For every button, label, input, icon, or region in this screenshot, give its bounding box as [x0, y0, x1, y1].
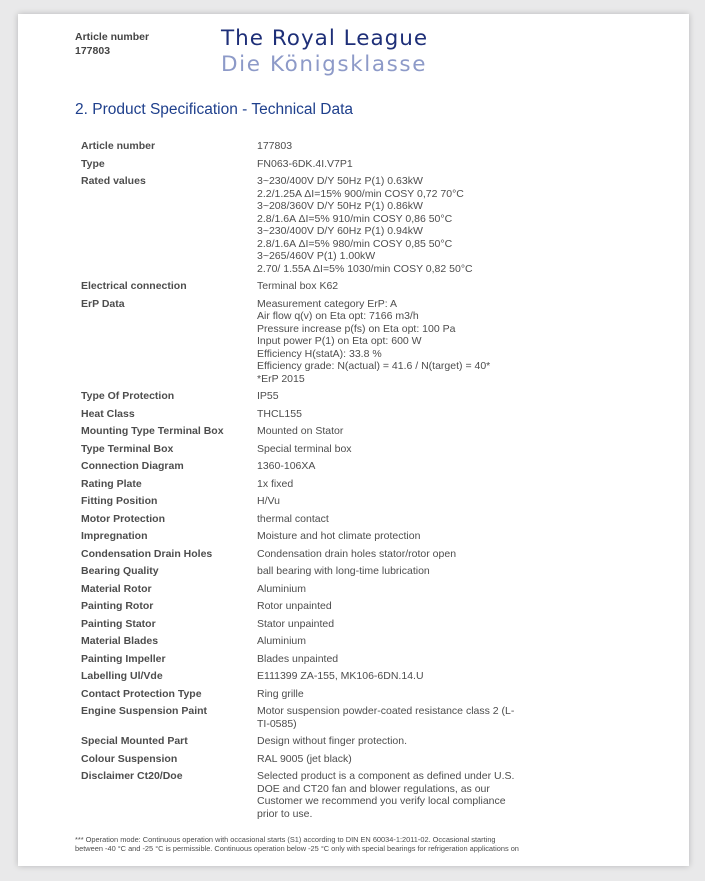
- spec-value-line: Aluminium: [257, 635, 307, 647]
- spec-value-line: Moisture and hot climate protection: [257, 530, 421, 542]
- spec-value-line: 3~265/460V P(1) 1.00kW: [257, 250, 376, 262]
- spec-value: [257, 173, 661, 278]
- spec-row: [81, 563, 661, 581]
- spec-value-line: thermal contact: [257, 512, 329, 525]
- spec-value-line: 1x fixed: [257, 477, 294, 490]
- spec-value: [257, 278, 661, 296]
- spec-value: [257, 751, 661, 769]
- section-title: 2. Product Specification - Technical Data: [75, 101, 354, 118]
- spec-row: [81, 616, 661, 634]
- spec-label: Connection Diagram: [81, 460, 184, 472]
- spec-label: Labelling Ul/Vde: [81, 670, 163, 682]
- spec-row: [81, 423, 661, 441]
- spec-value: [257, 493, 661, 511]
- spec-value: [257, 651, 661, 669]
- spec-row: [81, 768, 661, 823]
- spec-row: [81, 458, 661, 476]
- spec-value: [257, 703, 661, 733]
- spec-row: [81, 156, 661, 174]
- spec-label: Bearing Quality: [81, 565, 159, 577]
- spec-value: [257, 598, 661, 616]
- spec-table: [81, 138, 661, 823]
- spec-row: [81, 476, 661, 494]
- spec-row: [81, 511, 661, 529]
- spec-label: Impregnation: [81, 530, 148, 542]
- spec-value: [257, 633, 661, 651]
- spec-row: [81, 651, 661, 669]
- spec-value-line: Special terminal box: [257, 442, 352, 455]
- spec-value-line: 177803: [257, 140, 293, 152]
- spec-label: Rated values: [81, 175, 146, 187]
- brand-line-2: Die Königsklasse: [221, 52, 428, 77]
- spec-row: [81, 686, 661, 704]
- article-label: Article number: [75, 31, 150, 43]
- spec-row: [81, 406, 661, 424]
- spec-table-body: [81, 138, 661, 823]
- spec-value-line: 3~208/360V D/Y 50Hz P(1) 0.86kW: [257, 200, 423, 212]
- footnote-line-1: *** Operation mode: Continuous operation with occasional starts (S1) according to DIN EN 60034-1:2011-02. Occasional starting: [75, 835, 496, 844]
- spec-label: Condensation Drain Holes: [81, 547, 213, 560]
- spec-value-line: 3~230/400V D/Y 50Hz P(1) 0.63kW: [257, 175, 423, 187]
- spec-value-line: Terminal box K62: [257, 280, 339, 292]
- spec-label: Heat Class: [81, 407, 135, 420]
- spec-value-line: Rotor unpainted: [257, 600, 332, 612]
- spec-value: [257, 138, 661, 156]
- spec-value-line: Motor suspension powder-coated resistance class 2 (L-TI-0585): [257, 705, 515, 730]
- article-number: 177803: [75, 45, 111, 57]
- spec-value: [257, 581, 661, 599]
- brand-line-1: The Royal League: [221, 26, 429, 51]
- spec-label: ErP Data: [81, 297, 125, 310]
- spec-label: Material Blades: [81, 635, 159, 647]
- spec-value: [257, 563, 661, 581]
- spec-value-line: FN063-6DK.4I.V7P1: [257, 157, 353, 170]
- spec-value: [257, 686, 661, 704]
- spec-value: [257, 423, 661, 441]
- spec-value-line: THCL155: [257, 407, 302, 420]
- spec-value-line: Ring grille: [257, 687, 304, 700]
- footnote: [75, 835, 675, 853]
- spec-value: [257, 476, 661, 494]
- spec-value-line: Design without finger protection.: [257, 735, 407, 747]
- spec-label: Type: [81, 157, 105, 170]
- spec-row: [81, 703, 661, 733]
- spec-value: [257, 668, 661, 686]
- spec-value-line: 2.8/1.6A ΔI=5% 980/min COSY 0,85 50°C: [257, 237, 453, 250]
- spec-value-line: IP55: [257, 390, 279, 402]
- spec-value-line: ball bearing with long-time lubrication: [257, 565, 430, 577]
- spec-row: [81, 546, 661, 564]
- spec-value-line: 3~230/400V D/Y 60Hz P(1) 0.94kW: [257, 225, 423, 237]
- spec-value-line: Pressure increase p(fs) on Eta opt: 100 Pa: [257, 322, 456, 335]
- spec-label: Electrical connection: [81, 280, 187, 292]
- spec-label: Disclaimer Ct20/Doe: [81, 770, 183, 782]
- spec-row: [81, 668, 661, 686]
- spec-value-line: 2.70/ 1.55A ΔI=5% 1030/min COSY 0,82 50°C: [257, 262, 473, 275]
- spec-row: [81, 388, 661, 406]
- spec-value: [257, 406, 661, 424]
- spec-label: Article number: [81, 140, 156, 152]
- spec-row: [81, 733, 661, 751]
- spec-value: [257, 768, 661, 823]
- document-page: [18, 14, 689, 866]
- spec-value-line: *ErP 2015: [257, 372, 305, 385]
- spec-value: [257, 156, 661, 174]
- spec-value-line: Aluminium: [257, 582, 307, 595]
- spec-value-line: 1360-106XA: [257, 460, 316, 472]
- spec-label: Painting Rotor: [81, 600, 154, 612]
- spec-value: [257, 733, 661, 751]
- spec-label: Painting Stator: [81, 617, 156, 630]
- spec-value-line: Air flow q(v) on Eta opt: 7166 m3/h: [257, 310, 419, 322]
- spec-value-line: RAL 9005 (jet black): [257, 752, 352, 765]
- spec-value: [257, 616, 661, 634]
- spec-row: [81, 138, 661, 156]
- spec-value-line: E111399 ZA-155, MK106-6DN.14.U: [257, 670, 424, 682]
- spec-value: [257, 546, 661, 564]
- spec-value: [257, 528, 661, 546]
- spec-value-line: Mounted on Stator: [257, 425, 344, 437]
- spec-value-line: 2.2/1.25A ΔI=15% 900/min COSY 0,72 70°C: [257, 187, 464, 200]
- spec-label: Painting Impeller: [81, 652, 166, 665]
- spec-value: [257, 441, 661, 459]
- spec-row: [81, 598, 661, 616]
- spec-label: Motor Protection: [81, 512, 165, 525]
- spec-value-line: H/Vu: [257, 495, 280, 507]
- spec-label: Colour Suspension: [81, 752, 178, 765]
- spec-value-line: 2.8/1.6A ΔI=5% 910/min COSY 0,86 50°C: [257, 212, 453, 225]
- spec-row: [81, 633, 661, 651]
- spec-value: [257, 296, 661, 389]
- spec-row: [81, 441, 661, 459]
- spec-value-line: Measurement category ErP: A: [257, 297, 398, 310]
- spec-row: [81, 296, 661, 389]
- spec-value: [257, 511, 661, 529]
- spec-row: [81, 581, 661, 599]
- spec-value-line: Stator unpainted: [257, 617, 335, 630]
- footnote-line-2: between -40 °C and -25 °C is permissible. Continuous operation below -25 °C only with special bearings for refrigeration applications on: [75, 844, 519, 853]
- spec-label: Special Mounted Part: [81, 735, 188, 747]
- spec-label: Type Of Protection: [81, 390, 175, 402]
- spec-label: Material Rotor: [81, 582, 152, 595]
- spec-label: Rating Plate: [81, 477, 142, 490]
- spec-label: Fitting Position: [81, 495, 158, 507]
- spec-label: Type Terminal Box: [81, 442, 174, 455]
- spec-label: Mounting Type Terminal Box: [81, 425, 224, 437]
- spec-value-line: Efficiency grade: N(actual) = 41.6 / N(target) = 40*: [257, 360, 491, 372]
- spec-label: Contact Protection Type: [81, 687, 202, 700]
- spec-row: [81, 528, 661, 546]
- spec-value-line: Input power P(1) on Eta opt: 600 W: [257, 335, 422, 347]
- article-header: [75, 30, 149, 58]
- brand-logo: [221, 26, 428, 78]
- spec-row: [81, 751, 661, 769]
- spec-row: [81, 173, 661, 278]
- spec-value-line: Blades unpainted: [257, 652, 339, 665]
- spec-value-line: Selected product is a component as defined under U.S. DOE and CT20 fan and blower regulations, as our Customer we recommend you verify local compliance prior to use.: [257, 770, 515, 820]
- spec-row: [81, 278, 661, 296]
- spec-value: [257, 458, 661, 476]
- spec-value-line: Efficiency H(statA): 33.8 %: [257, 347, 382, 360]
- spec-value: [257, 388, 661, 406]
- spec-value-line: Condensation drain holes stator/rotor open: [257, 547, 457, 560]
- spec-row: [81, 493, 661, 511]
- spec-label: Engine Suspension Paint: [81, 705, 208, 717]
